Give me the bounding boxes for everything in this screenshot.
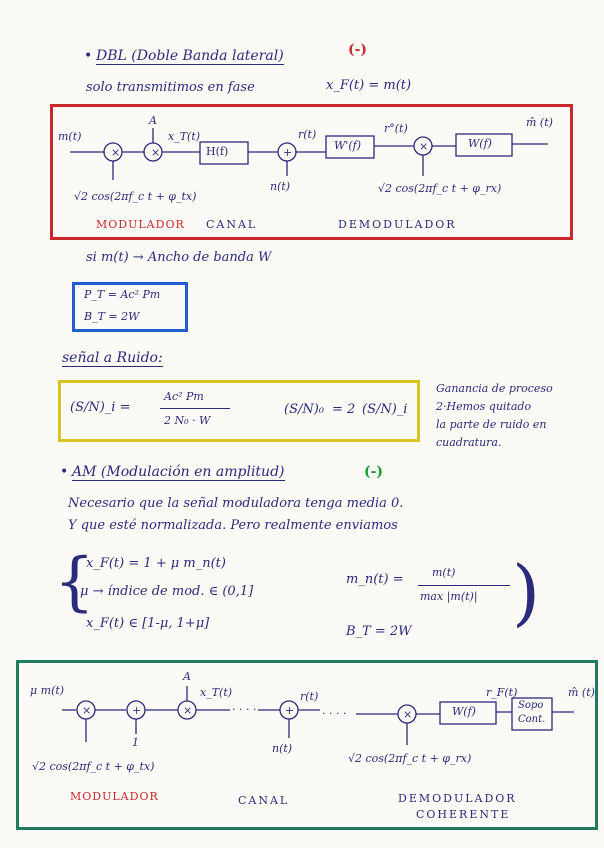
am-eq-2: μ → índice de mod. ∈ (0,1] xyxy=(80,584,254,599)
am-tag: (-) xyxy=(364,464,384,480)
dbl-rt-label: r(t) xyxy=(298,128,317,141)
snr-fraction-bar xyxy=(160,408,230,409)
am-label-demod-2: COHERENTE xyxy=(416,808,511,821)
snr-den: 2 N₀ · W xyxy=(164,414,211,427)
am-env-label-2: Cont. xyxy=(518,714,546,725)
snr-note-3: la parte de ruido en xyxy=(436,418,547,431)
snr-note-4: cuadratura. xyxy=(436,436,502,449)
am-right-brace: ) xyxy=(512,550,541,634)
dbl-mhat-label: m̂ (t) xyxy=(526,116,553,129)
am-left-brace: { xyxy=(54,545,95,619)
snr-rhs-b: = 2 xyxy=(332,402,356,417)
dbl-label-modulador: MODULADOR xyxy=(96,218,185,231)
dbl-pt: P_T = Ac² Pm xyxy=(84,288,161,301)
am-carrier-rx: √2 cos(2πf_c t + φ_rx) xyxy=(348,752,472,765)
dbl-bw-line: si m(t) → Ancho de banda W xyxy=(86,250,272,265)
svg-text:+: + xyxy=(285,704,295,717)
am-one-label: 1 xyxy=(132,736,139,749)
am-rt-label: r(t) xyxy=(300,690,319,703)
svg-text:+: + xyxy=(283,146,293,159)
am-env-label-1: Sopo xyxy=(518,700,544,711)
am-eq-3: x_F(t) ∈ [1-μ, 1+μ] xyxy=(86,616,210,631)
snr-lhs: (S/N)_i = xyxy=(70,400,131,415)
svg-text:+: + xyxy=(132,704,142,717)
am-a-label: A xyxy=(183,670,191,683)
dbl-r0-label: r°(t) xyxy=(384,122,408,135)
am-line-2: Y que esté normalizada. Pero realmente enviamos xyxy=(68,518,398,533)
am-mn-lhs: m_n(t) = xyxy=(346,572,404,587)
svg-text:· · · ·: · · · · xyxy=(322,707,347,720)
am-mn-fraction-bar xyxy=(418,585,510,586)
snr-rhs-c: (S/N)_i xyxy=(362,402,408,417)
dbl-input-label: m(t) xyxy=(58,130,82,143)
am-mhat-label: m̂ (t) xyxy=(568,686,595,699)
am-mn-den: max |m(t)| xyxy=(420,590,478,603)
am-title: AM (Modulación en amplitud) xyxy=(72,464,285,480)
am-label-modulador: MODULADOR xyxy=(70,790,159,803)
am-input-label: μ m(t) xyxy=(30,684,65,697)
am-label-demod-1: DEMODULADOR xyxy=(398,792,517,805)
dbl-a-label: A xyxy=(149,114,157,127)
dbl-noise-label: n(t) xyxy=(270,180,291,193)
svg-text:×: × xyxy=(419,140,429,153)
am-rf-label: r_F(t) xyxy=(486,686,518,699)
am-xt-label: x_T(t) xyxy=(200,686,233,699)
dbl-carrier-rx: √2 cos(2πf_c t + φ_rx) xyxy=(378,182,502,195)
am-line-1: Necesario que la señal moduladora tenga media 0. xyxy=(68,496,404,511)
dbl-label-canal: CANAL xyxy=(206,218,258,231)
am-mn-num: m(t) xyxy=(432,566,456,579)
dbl-label-demodulador: DEMODULADOR xyxy=(338,218,457,231)
dbl-line1: solo transmitimos en fase xyxy=(86,80,255,95)
am-bullet: • xyxy=(60,464,69,480)
dbl-carrier-tx: √2 cos(2πf_c t + φ_tx) xyxy=(74,190,197,203)
dbl-xt-label: x_T(t) xyxy=(168,130,201,143)
snr-title: señal a Ruido: xyxy=(62,350,163,366)
am-eq-1: x_F(t) = 1 + μ m_n(t) xyxy=(86,556,226,571)
snr-note-1: Ganancia de proceso xyxy=(436,382,553,395)
am-label-canal: CANAL xyxy=(238,794,290,807)
dbl-bt: B_T = 2W xyxy=(84,310,140,323)
dbl-w2-label: W(f) xyxy=(468,137,492,150)
dbl-w1-label: W'(f) xyxy=(334,139,361,152)
svg-text:×: × xyxy=(111,146,121,159)
am-noise-label: n(t) xyxy=(272,742,293,755)
dbl-line1-eq: x_F(t) = m(t) xyxy=(326,78,412,93)
snr-num: Ac² Pm xyxy=(164,390,204,403)
dbl-h-label: H(f) xyxy=(206,145,229,158)
dbl-tag: (-) xyxy=(348,42,368,58)
svg-text:×: × xyxy=(403,708,413,721)
snr-note-2: 2·Hemos quitado xyxy=(436,400,532,413)
svg-text:×: × xyxy=(82,704,92,717)
am-w-label: W(f) xyxy=(452,705,476,718)
snr-rhs-a: (S/N)₀ xyxy=(284,402,325,417)
svg-text:×: × xyxy=(151,146,161,159)
dbl-bullet: • xyxy=(84,48,93,64)
am-bt: B_T = 2W xyxy=(346,624,412,639)
am-carrier-tx: √2 cos(2πf_c t + φ_tx) xyxy=(32,760,155,773)
svg-text:· · · ·: · · · · xyxy=(232,703,257,716)
dbl-title: DBL (Doble Banda lateral) xyxy=(96,48,284,64)
svg-text:×: × xyxy=(183,704,193,717)
